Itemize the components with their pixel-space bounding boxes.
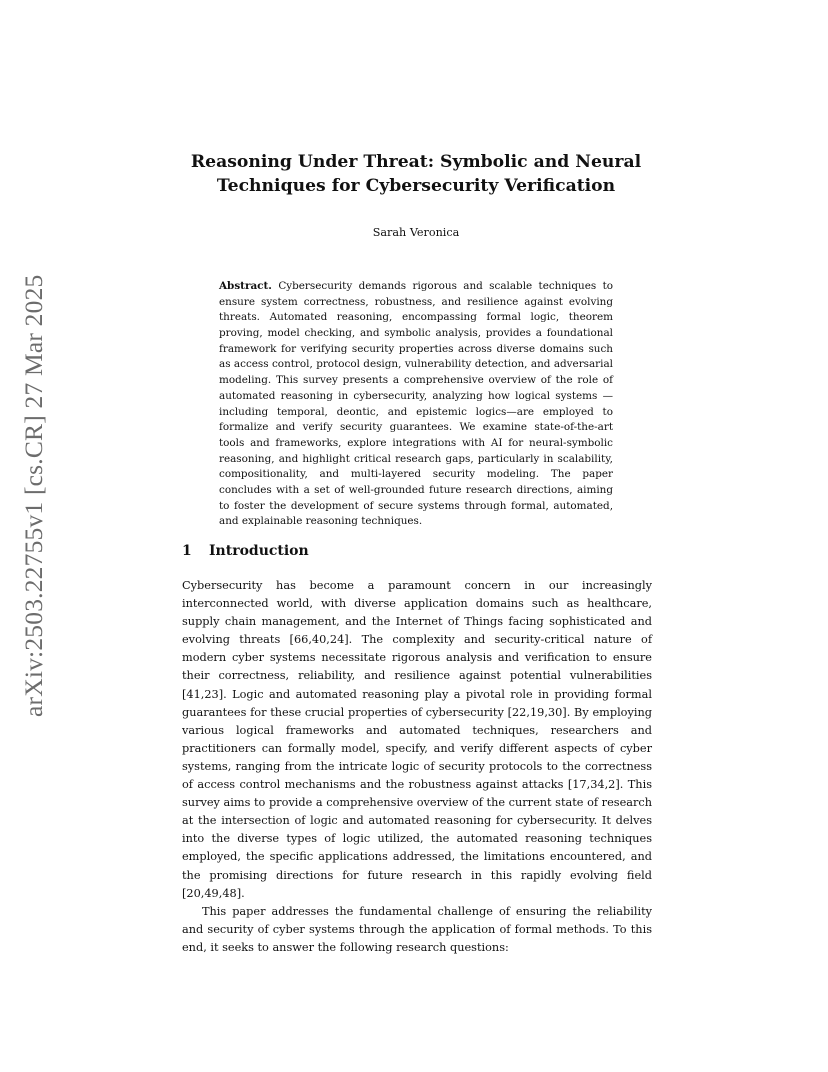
abstract [219,279,613,530]
abstract-text: Cybersecurity demands rigorous and scalable techniques to ensure system correctness, robustness, and resilience against evolving threats. Automated reasoning, encompassing formal logic, theorem proving, model checking, and symbolic analysis, provides a foundational framework for verifying security properties across diverse domains such as access control, protocol design, vulnerability detection, and adversarial modeling. This survey presents a comprehensive overview of the role of automated reasoning in cybersecurity, analyzing how logical systems — including temporal, deontic, and epistemic logics—are employed to formalize and verify security guarantees. We examine state-of-the-art tools and frameworks, explore integrations with AI for neural-symbolic reasoning, and highlight critical research gaps, particularly in scalability, compositionality, and multi-layered security modeling. The paper concludes with a set of well-grounded future research directions, aiming to foster the development of secure systems through formal, automated, and explainable reasoning techniques. [219,280,613,528]
arxiv-identifier-stamp: arXiv:2503.22755v1 [cs.CR] 27 Mar 2025 [19,274,48,717]
title-line-1: Reasoning Under Threat: Symbolic and Neural [190,152,642,172]
paragraph-1: Cybersecurity has become a paramount concern in our increasingly interconnected world, with diverse application domains such as healthcare, supply chain management, and the Internet of Things facing sophisticated and evolving threats [66,40,24]. The complexity and security-critical nature of modern cyber systems necessitate rigorous analysis and verification to ensure their correctness, reliability, and resilience against potential vulnerabilities [41,23]. Logic and automated reasoning play a pivotal role in providing formal guarantees for these crucial properties of cybersecurity [22,19,30]. By employing various logical frameworks and automated techniques, researchers and practitioners can formally model, specify, and verify different aspects of cyber systems, ranging from the intricate logic of security protocols to the correctness of access control mechanisms and the robustness against attacks [17,34,2]. This survey aims to provide a comprehensive overview of the current state of research at the intersection of logic and automated reasoning for cybersecurity. It delves into the diverse types of logic utilized, the automated reasoning techniques employed, the specific applications addressed, the limitations encountered, and the promising directions for future research in this rapidly evolving field [20,49,48]. [182,579,652,900]
title-block [186,150,646,198]
introduction-body [182,577,652,957]
paragraph-2: This paper addresses the fundamental challenge of ensuring the reliability and security of cyber systems through the application of formal methods. To this end, it seeks to answer the following research questions: [182,904,652,954]
author-name: Sarah Veronica [372,226,460,239]
section-heading-introduction [182,543,652,559]
paper-title [186,150,646,198]
section-title: Introduction [209,543,309,559]
title-line-2: Techniques for Cybersecurity Verification [216,176,616,196]
section-number: 1 [182,543,192,559]
abstract-label: Abstract. [219,280,272,292]
